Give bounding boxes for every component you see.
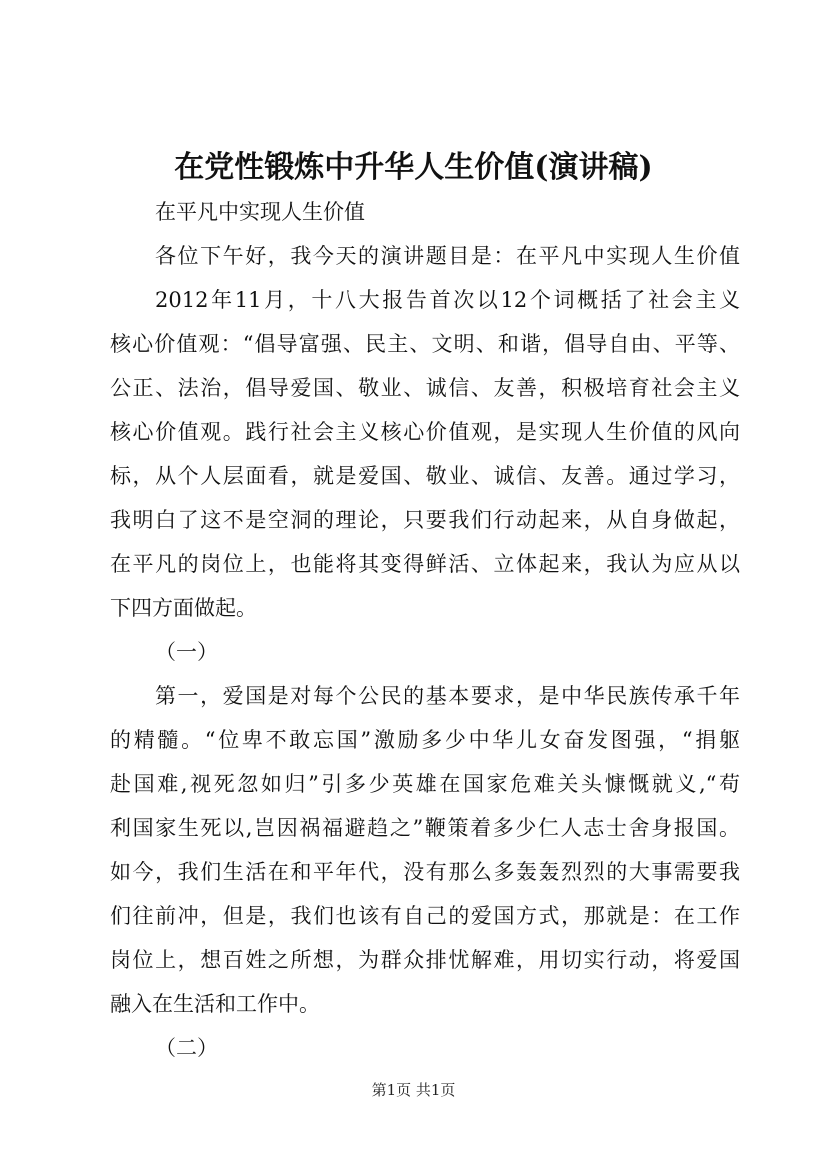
paragraph-line: 们往前冲，但是，我们也该有自己的爱国方式，那就是：在工作: [110, 904, 740, 928]
paragraph-line: 赴国难,视死忽如归”引多少英雄在国家危难关头慷慨就义,“苟: [110, 772, 740, 796]
paragraph-line: 我明白了这不是空洞的理论，只要我们行动起来，从自身做起，: [110, 508, 740, 532]
paragraph-line: 如今，我们生活在和平年代，没有那么多轰轰烈烈的大事需要我: [110, 860, 740, 884]
paragraph-line: 下四方面做起。: [110, 596, 257, 620]
document-title: 在党性锻炼中升华人生价值(演讲稿): [174, 150, 653, 185]
greeting-line: 各位下午好，我今天的演讲题目是：在平凡中实现人生价值: [155, 244, 740, 268]
paragraph-line: 利国家生死以,岂因祸福避趋之”鞭策着多少仁人志士舍身报国。: [110, 816, 740, 840]
section-heading-1: （一）: [155, 640, 218, 664]
document-subtitle: 在平凡中实现人生价值: [155, 200, 365, 224]
paragraph-line: 公正、法治，倡导爱国、敬业、诚信、友善，积极培育社会主义: [110, 376, 740, 400]
paragraph-line: 2012年11月，十八大报告首次以12个词概括了社会主义: [155, 288, 740, 312]
section-heading-2: （二）: [155, 1036, 218, 1060]
paragraph-line: 的精髓。“位卑不敢忘国”激励多少中华儿女奋发图强，“捐躯: [110, 728, 740, 752]
page-footer: 第1页 共1页: [371, 1081, 456, 1099]
paragraph-line: 核心价值观。践行社会主义核心价值观，是实现人生价值的风向: [110, 420, 740, 444]
paragraph-line: 标，从个人层面看，就是爱国、敬业、诚信、友善。通过学习，: [110, 464, 740, 488]
paragraph-line: 第一，爱国是对每个公民的基本要求，是中华民族传承千年: [155, 684, 740, 708]
paragraph-line: 在平凡的岗位上，也能将其变得鲜活、立体起来，我认为应从以: [110, 552, 740, 576]
paragraph-line: 岗位上，想百姓之所想，为群众排忧解难，用切实行动，将爱国: [110, 948, 740, 972]
paragraph-line: 融入在生活和工作中。: [110, 992, 320, 1016]
paragraph-line: 核心价值观：“倡导富强、民主、文明、和谐，倡导自由、平等、: [110, 332, 740, 356]
